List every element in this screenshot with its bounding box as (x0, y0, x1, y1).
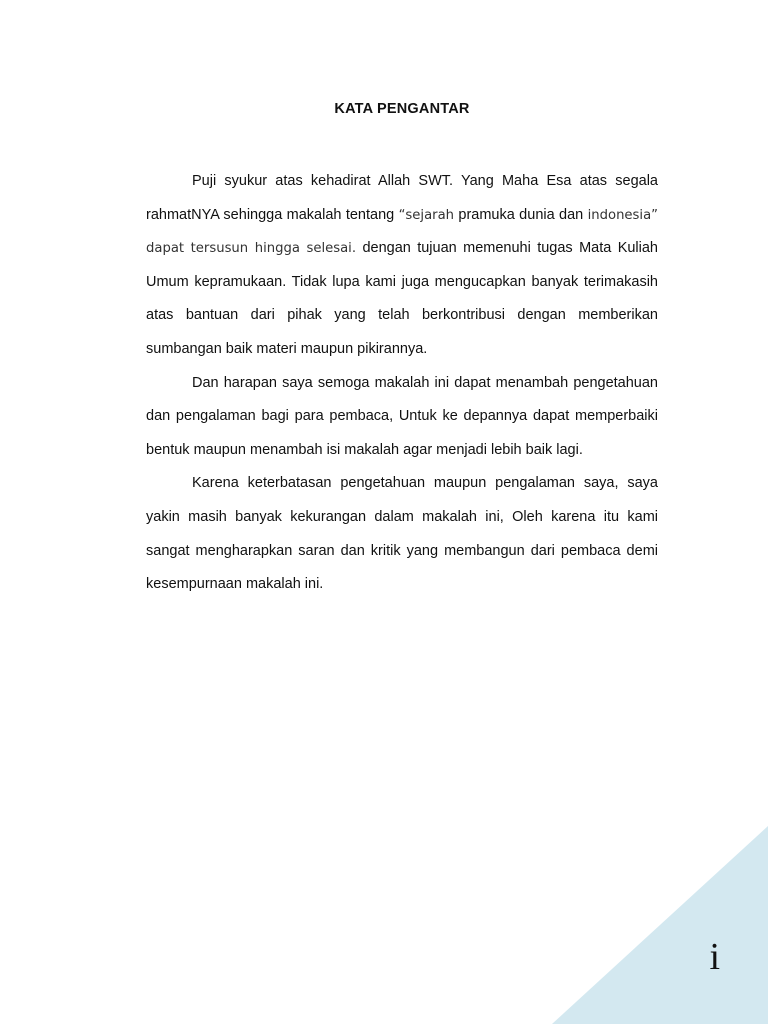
page-title: KATA PENGANTAR (334, 101, 470, 117)
body-text (146, 165, 658, 602)
paragraph-1 (146, 165, 658, 367)
page-number: i (709, 936, 720, 978)
paragraph-1-part-2: “sejarah (398, 207, 455, 223)
paragraph-1-part-3: pramuka dunia dan (454, 206, 588, 223)
paragraph-1-part-4: indonesia” dapat tersusun hingga selesai. (146, 207, 658, 257)
paragraph-1-part-5: dengan tujuan memenuhi tugas Mata Kuliah Umum kepramukaan. Tidak lupa kami juga mengucapkan banyak terimakasih atas bantuan dari pihak yang telah berkontribusi dengan memberikan sumbangan baik materi maupun pikirannya. (146, 240, 659, 357)
corner-decoration-triangle (552, 826, 768, 1024)
paragraph-1-part-1: Puji syukur atas kehadirat Allah SWT. Yang Maha Esa atas segala rahmatNYA sehingga makalah tentang (146, 173, 658, 223)
paragraph-2: Dan harapan saya semoga makalah ini dapat menambah pengetahuan dan pengalaman bagi para pembaca, Untuk ke depannya dapat memperbaiki bentuk maupun menambah isi makalah agar menjadi lebih baik lagi. (146, 374, 658, 458)
paragraph-3: Karena keterbatasan pengetahuan maupun pengalaman saya, saya yakin masih banyak kekurangan dalam makalah ini, Oleh karena itu kami sangat mengharapkan saran dan kritik yang membangun dari pembaca demi kesempurnaan makalah ini. (146, 475, 658, 593)
